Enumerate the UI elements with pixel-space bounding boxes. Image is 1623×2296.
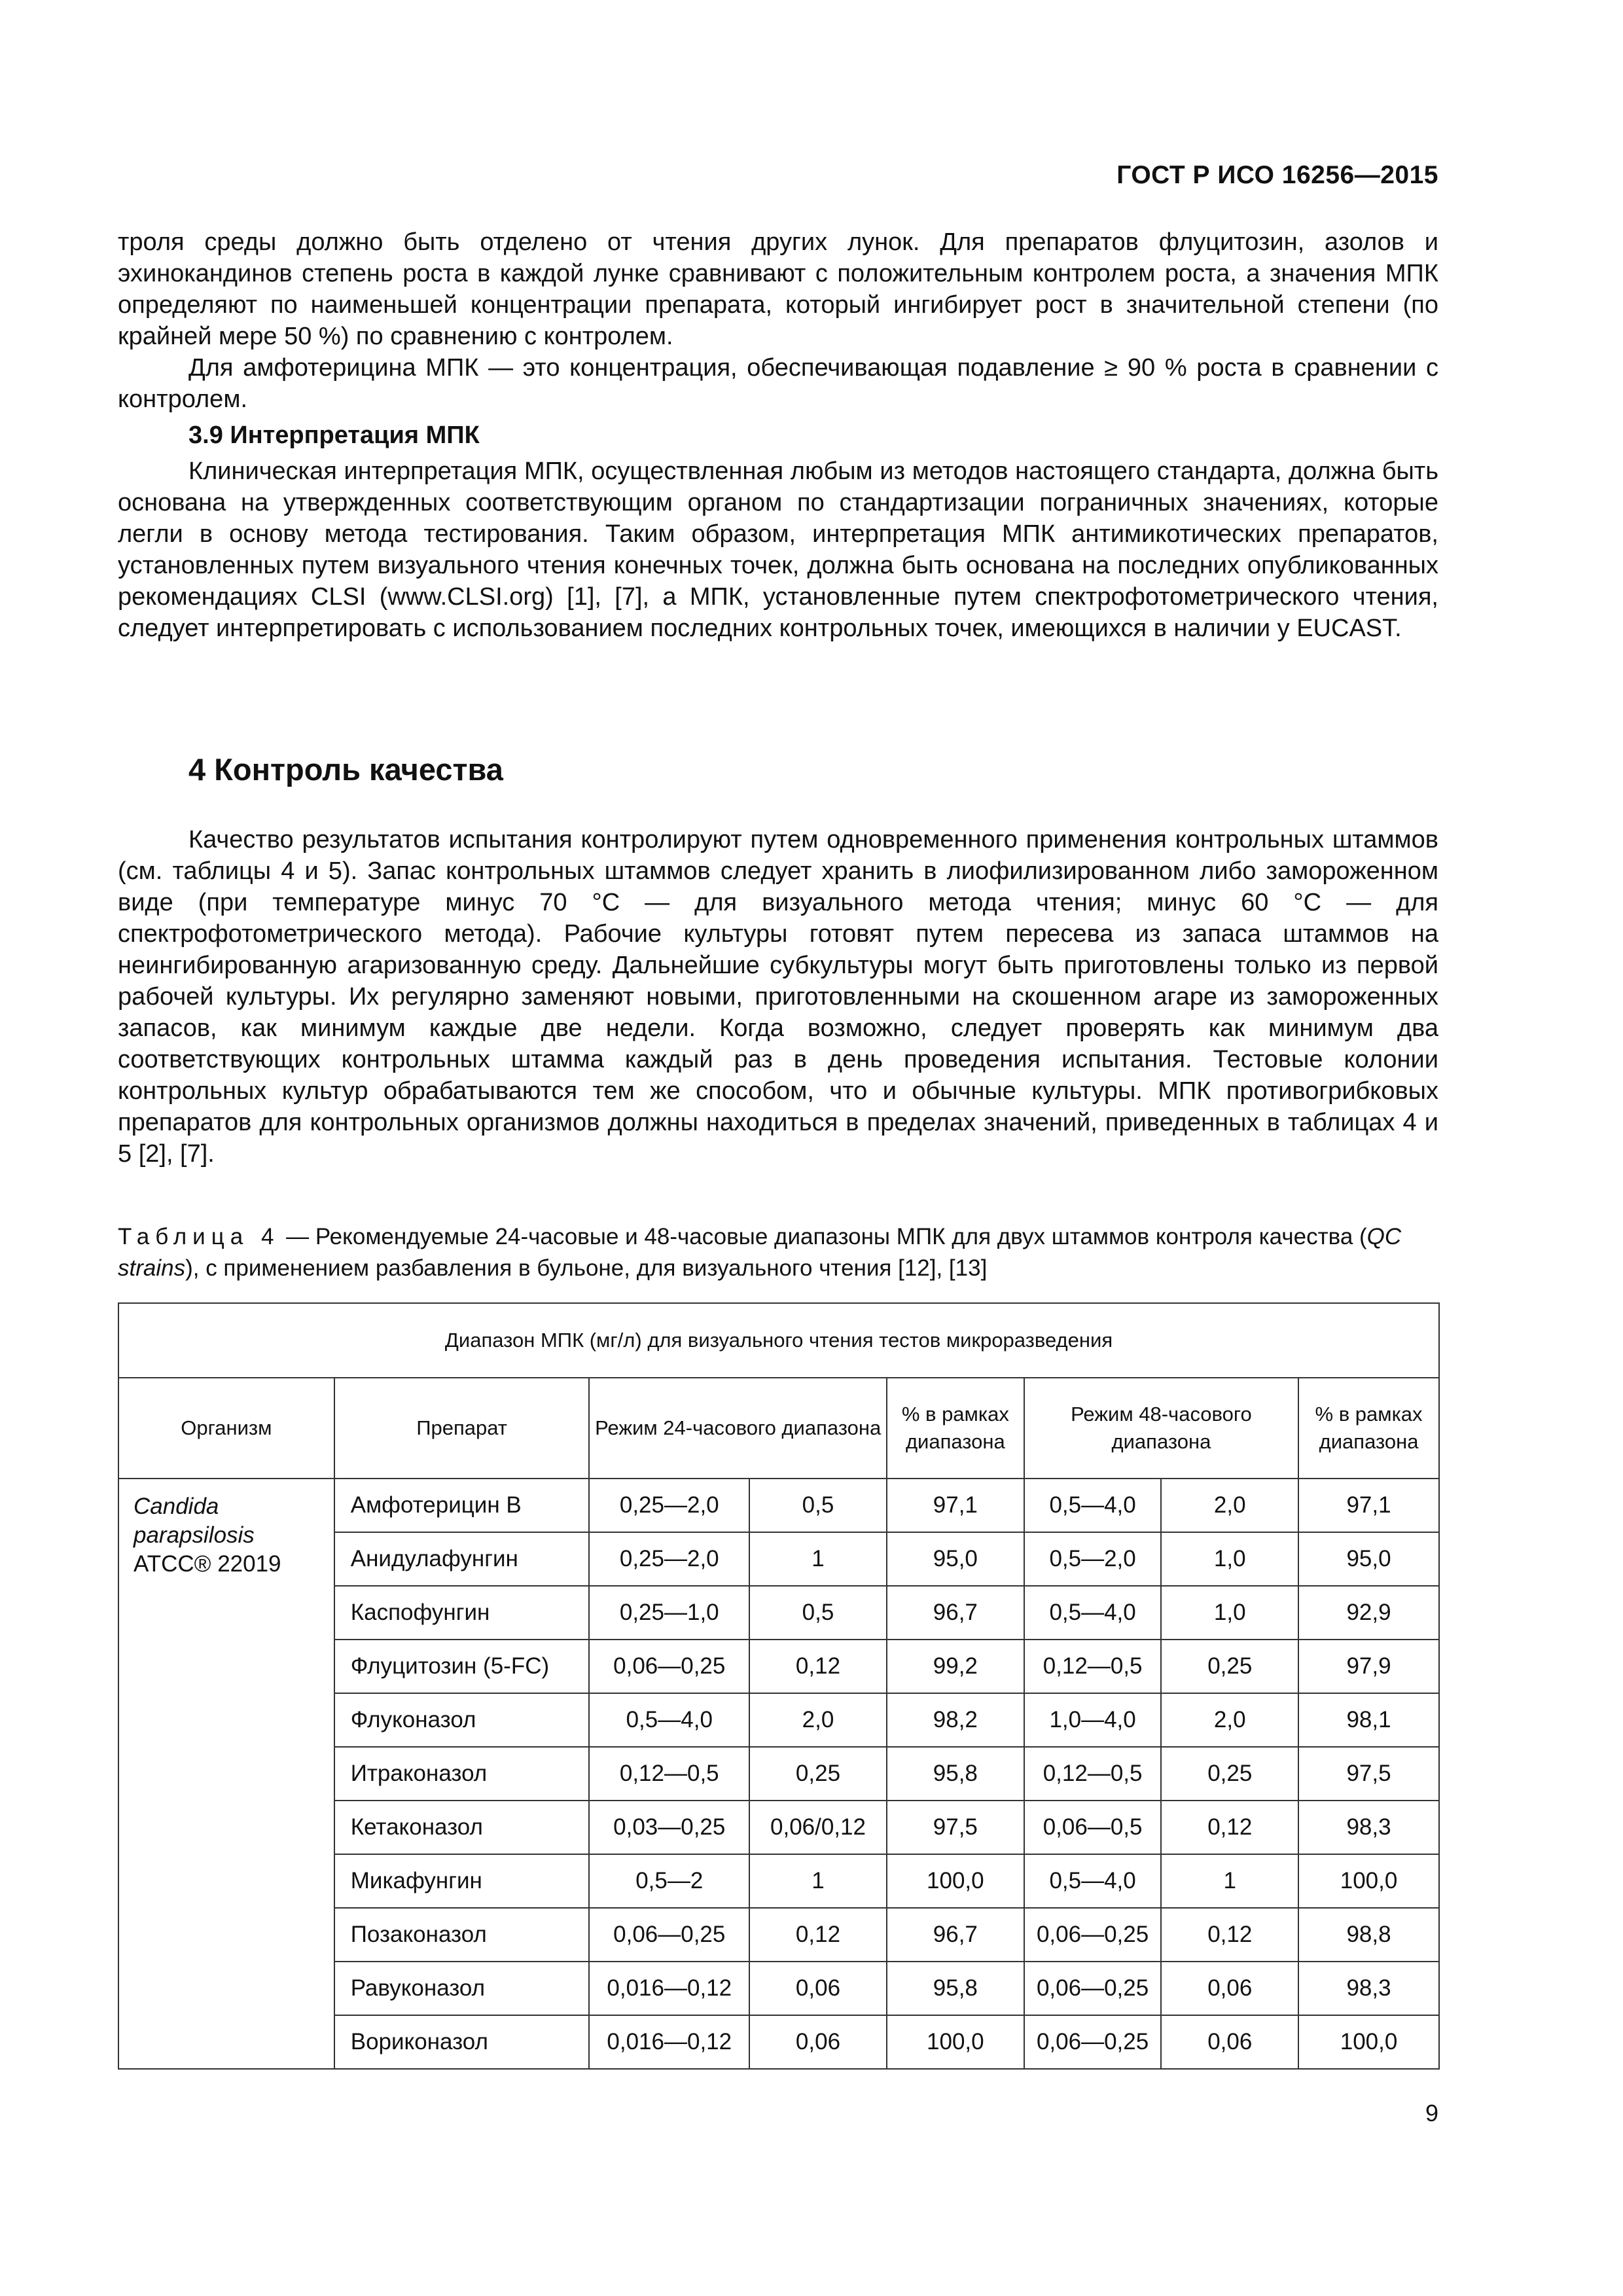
table-4-caption-label: Таблица 4 [118, 1224, 280, 1249]
percent-48h: 97,9 [1298, 1640, 1439, 1693]
percent-48h: 92,9 [1298, 1586, 1439, 1640]
percent-48h: 98,8 [1298, 1908, 1439, 1962]
mode-24h: 0,5 [749, 1586, 887, 1640]
section-4-block [118, 751, 1438, 1170]
mode-24h: 0,06 [749, 2015, 887, 2069]
range-48h: 1,0—4,0 [1024, 1693, 1162, 1747]
intro-paragraph-2: Для амфотерицина МПК — это концентрация, обеспечивающая подавление ≥ 90 % роста в сравнении с контролем. [118, 354, 1438, 413]
percent-24h: 95,8 [887, 1962, 1024, 2015]
table-4-caption-italic: QC strains [118, 1224, 1402, 1281]
percent-48h: 98,1 [1298, 1693, 1439, 1747]
mode-48h: 0,12 [1161, 1801, 1298, 1854]
range-24h: 0,03—0,25 [589, 1801, 749, 1854]
table-4-caption-part1: — Рекомендуемые 24-часовые и 48-часовые диапазоны МПК для двух штаммов контроля качества ( [279, 1224, 1367, 1249]
mode-24h: 0,06/0,12 [749, 1801, 887, 1854]
range-24h: 0,25—2,0 [589, 1532, 749, 1586]
range-48h: 0,12—0,5 [1024, 1747, 1162, 1801]
percent-24h: 99,2 [887, 1640, 1024, 1693]
percent-48h: 95,0 [1298, 1532, 1439, 1586]
range-24h: 0,06—0,25 [589, 1908, 749, 1962]
percent-48h: 98,3 [1298, 1801, 1439, 1854]
mode-24h: 0,5 [749, 1479, 887, 1532]
mode-48h: 0,25 [1161, 1640, 1298, 1693]
drug-name: Вориконазол [334, 2015, 590, 2069]
range-48h: 0,06—0,25 [1024, 1962, 1162, 2015]
drug-name: Амфотерицин В [334, 1479, 590, 1532]
mode-24h: 0,12 [749, 1908, 887, 1962]
drug-name: Анидулафунгин [334, 1532, 590, 1586]
percent-48h: 100,0 [1298, 2015, 1439, 2069]
section-4-heading: 4 Контроль качества [188, 752, 503, 787]
table-4-caption [118, 1221, 1438, 1284]
percent-48h: 97,5 [1298, 1747, 1439, 1801]
drug-name: Каспофунгин [334, 1586, 590, 1640]
percent-48h: 100,0 [1298, 1854, 1439, 1908]
percent-48h: 98,3 [1298, 1962, 1439, 2015]
mode-24h: 1 [749, 1532, 887, 1586]
mode-48h: 0,06 [1161, 1962, 1298, 2015]
table-row [118, 1479, 1439, 1532]
range-48h: 0,06—0,25 [1024, 1908, 1162, 1962]
mode-24h: 0,12 [749, 1640, 887, 1693]
range-48h: 0,5—4,0 [1024, 1586, 1162, 1640]
percent-24h: 95,0 [887, 1532, 1024, 1586]
mode-48h: 2,0 [1161, 1693, 1298, 1747]
mode-48h: 0,12 [1161, 1908, 1298, 1962]
mode-24h: 0,25 [749, 1747, 887, 1801]
drug-name: Позаконазол [334, 1908, 590, 1962]
section-3-9-text: Клиническая интерпретация МПК, осуществленная любым из методов настоящего стандарта, должна быть основана на утвержденных соответствующим органом по стандартизации пограничных значениях, которые легли в основу метода тестирования. Таким образом, интерпретация МПК антимикотических препаратов, установленных путем визуального чтения конечных точек, должна быть основана на последних опубликованных рекомендациях CLSI (www.CLSI.org) [1], [7], а МПК, установленные путем спектрофотометрического чтения, следует интерпретировать с использованием последних контрольных точек, имеющихся в наличии у EUCAST. [118, 457, 1438, 642]
intro-paragraph-1: троля среды должно быть отделено от чтения других лунок. Для препаратов флуцитозин, азолов и эхинокандинов степень роста в каждой лунке сравнивают с положительным контролем роста, а значения МПК определяют по наименьшей концентрации препарата, который ингибирует рост в значительной степени (по крайней мере 50 %) по сравнению с контролем. [118, 228, 1438, 350]
drug-name: Флуцитозин (5-FC) [334, 1640, 590, 1693]
drug-name: Равуконазол [334, 1962, 590, 2015]
drug-name: Флуконазол [334, 1693, 590, 1747]
section-3-9-heading: 3.9 Интерпретация МПК [188, 422, 480, 449]
range-48h: 0,5—4,0 [1024, 1854, 1162, 1908]
range-24h: 0,016—0,12 [589, 2015, 749, 2069]
table-title-cell: Диапазон МПК (мг/л) для визуального чтения тестов микроразведения [118, 1303, 1439, 1378]
page-number: 9 [1425, 2100, 1438, 2126]
mode-48h: 1,0 [1161, 1532, 1298, 1586]
mode-48h: 2,0 [1161, 1479, 1298, 1532]
mode-48h: 0,25 [1161, 1747, 1298, 1801]
range-24h: 0,25—1,0 [589, 1586, 749, 1640]
organism-cell [118, 1479, 334, 2069]
drug-name: Микафунгин [334, 1854, 590, 1908]
header-range-24h: Режим 24-часового диапазона [589, 1378, 886, 1479]
percent-24h: 96,7 [887, 1908, 1024, 1962]
mic-range-table [118, 1302, 1440, 2070]
range-48h: 0,06—0,5 [1024, 1801, 1162, 1854]
percent-24h: 97,5 [887, 1801, 1024, 1854]
range-48h: 0,5—2,0 [1024, 1532, 1162, 1586]
percent-24h: 96,7 [887, 1586, 1024, 1640]
range-48h: 0,12—0,5 [1024, 1640, 1162, 1693]
document-header: ГОСТ Р ИСО 16256—2015 [1116, 161, 1438, 189]
range-48h: 0,06—0,25 [1024, 2015, 1162, 2069]
header-organism: Организм [118, 1378, 334, 1479]
drug-name: Кетаконазол [334, 1801, 590, 1854]
range-24h: 0,12—0,5 [589, 1747, 749, 1801]
range-24h: 0,016—0,12 [589, 1962, 749, 2015]
organism-species: parapsilosis [134, 1522, 255, 1548]
header-drug: Препарат [334, 1378, 590, 1479]
mode-24h: 2,0 [749, 1693, 887, 1747]
range-24h: 0,06—0,25 [589, 1640, 749, 1693]
header-percent-48h: % в рамках диапазона [1298, 1378, 1439, 1479]
mode-48h: 1,0 [1161, 1586, 1298, 1640]
table-4-caption-part2: ), с применением разбавления в бульоне, для визуального чтения [12], [13] [185, 1255, 988, 1281]
intro-block [118, 226, 1438, 644]
range-24h: 0,5—4,0 [589, 1693, 749, 1747]
header-percent-24h: % в рамках диапазона [887, 1378, 1024, 1479]
section-4-text: Качество результатов испытания контролируют путем одновременного применения контрольных штаммов (см. таблицы 4 и 5). Запас контрольных штаммов следует хранить в лиофилизированном либо замороженном виде (при температуре минус 70 °С — для визуального метода чтения; минус 60 °С — для спектрофотометрического метода). Рабочие культуры готовят путем пересева из запаса штаммов на неингибированную агаризованную среду. Дальнейшие субкультуры могут быть приготовлены только из первой рабочей культуры. Их регулярно заменяют новыми, приготовленными на скошенном агаре из замороженных запасов, как минимум каждые две недели. Когда возможно, следует проверять как минимум два соответствующих контрольных штамма каждый раз в день проведения испытания. Тестовые колонии контрольных культур обрабатываются тем же способом, что и обычные культуры. МПК противогрибковых препаратов для контрольных организмов должны находиться в пределах значений, приведенных в таблицах 4 и 5 [2], [7]. [118, 826, 1438, 1168]
organism-strain: ATCC® 22019 [134, 1551, 281, 1577]
header-range-48h: Режим 48-часового диапазона [1024, 1378, 1298, 1479]
percent-24h: 100,0 [887, 2015, 1024, 2069]
organism-genus: Candida [134, 1494, 219, 1519]
percent-24h: 97,1 [887, 1479, 1024, 1532]
percent-48h: 97,1 [1298, 1479, 1439, 1532]
mode-48h: 1 [1161, 1854, 1298, 1908]
range-48h: 0,5—4,0 [1024, 1479, 1162, 1532]
percent-24h: 98,2 [887, 1693, 1024, 1747]
mode-24h: 0,06 [749, 1962, 887, 2015]
mode-48h: 0,06 [1161, 2015, 1298, 2069]
range-24h: 0,5—2 [589, 1854, 749, 1908]
percent-24h: 95,8 [887, 1747, 1024, 1801]
range-24h: 0,25—2,0 [589, 1479, 749, 1532]
mode-24h: 1 [749, 1854, 887, 1908]
drug-name: Итраконазол [334, 1747, 590, 1801]
percent-24h: 100,0 [887, 1854, 1024, 1908]
